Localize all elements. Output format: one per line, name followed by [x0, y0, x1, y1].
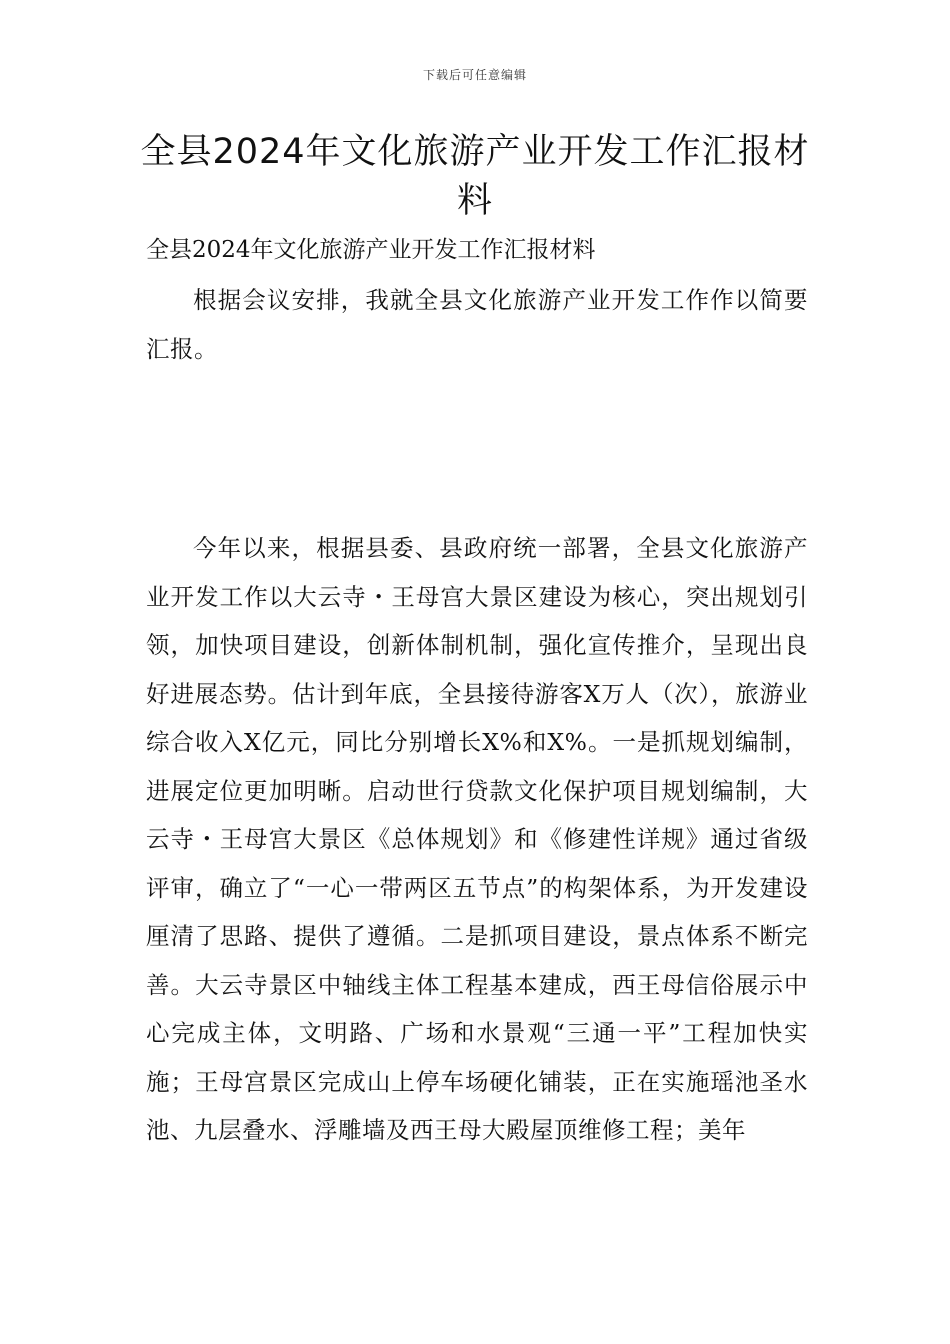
paragraph-body: 今年以来，根据县委、县政府统一部署，全县文化旅游产业开发工作以大云寺・王母宫大景区建设为核心，突出规划引领，加快项目建设，创新体制机制，强化宣传推介，呈现出良好进展态势。估计到年底，全县接待游客X万人（次），旅游业综合收入X亿元，同比分别增长X%和X%。一是抓规划编制，进展定位更加明晰。启动世行贷款文化保护项目规划编制，大云寺・王母宫大景区《总体规划》和《修建性详规》通过省级评审，确立了“一心一带两区五节点”的构架体系，为开发建设厘清了思路、提供了遵循。二是抓项目建设，景点体系不断完善。大云寺景区中轴线主体工程基本建成，西王母信俗展示中心完成主体，文明路、广场和水景观“三通一平”工程加快实施；王母宫景区完成山上停车场硬化铺装，正在实施瑶池圣水池、九层叠水、浮雕墙及西王母大殿屋顶维修工程；美年	[146, 534, 808, 1144]
paragraph-intro: 根据会议安排，我就全县文化旅游产业开发工作作以简要汇报。	[146, 286, 808, 363]
document-title: 全县2024年文化旅游产业开发工作汇报材料	[140, 132, 810, 221]
document-subtitle: 全县2024年文化旅游产业开发工作汇报材料	[146, 237, 596, 263]
header-note: 下载后可任意编辑	[422, 68, 527, 82]
